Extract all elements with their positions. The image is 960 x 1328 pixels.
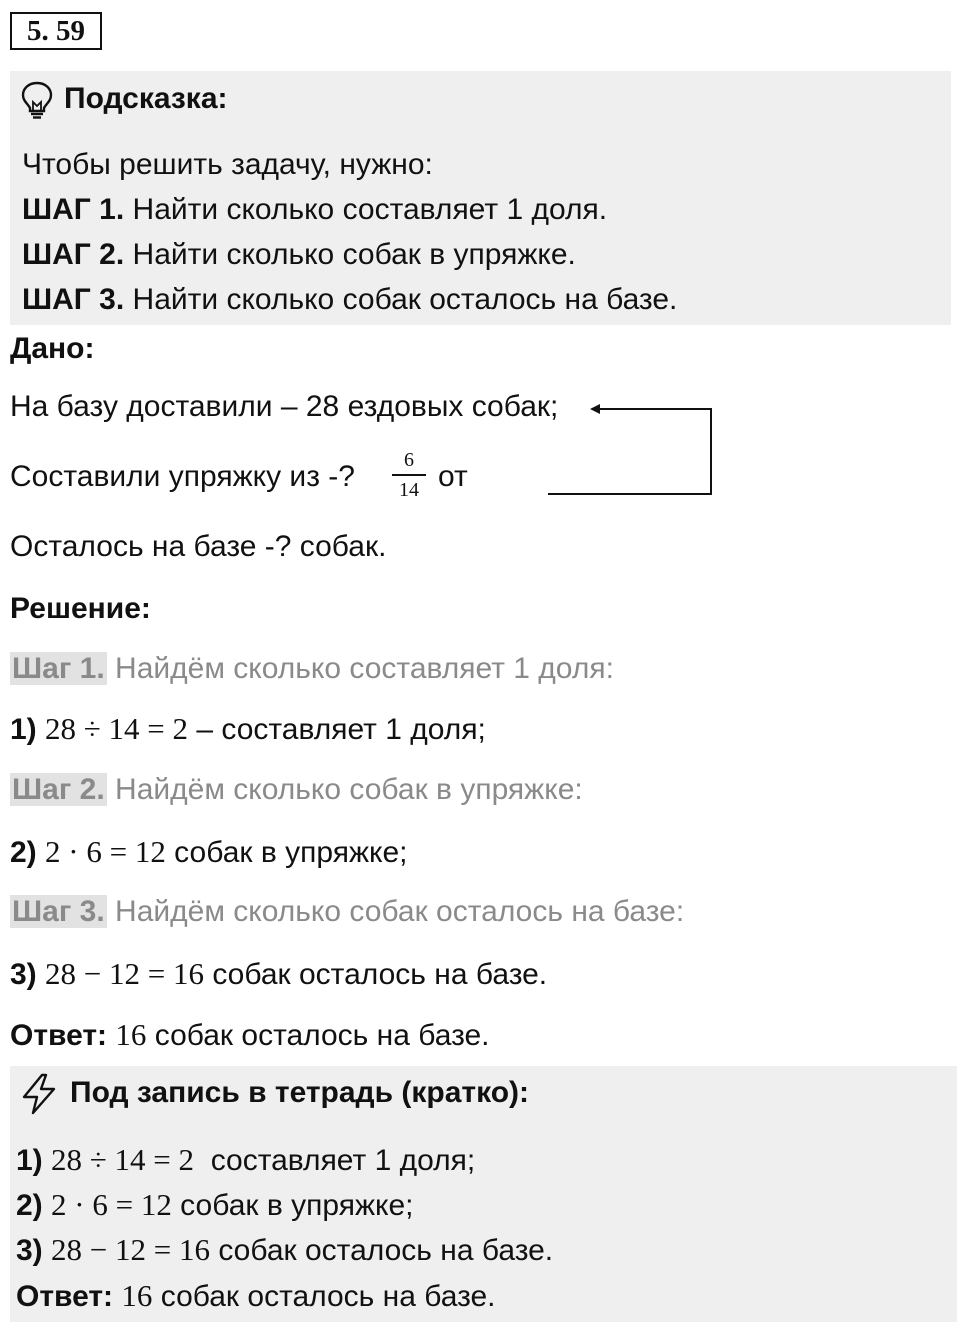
notes-line-2-number: 2) bbox=[16, 1189, 43, 1222]
solution-title: Решение: bbox=[10, 592, 151, 625]
hint-step-3-text: Найти сколько собак осталось на базе. bbox=[132, 283, 678, 316]
step-3-text: Найдём сколько собак осталось на базе: bbox=[115, 895, 685, 928]
solution-eq-1 bbox=[10, 711, 486, 747]
hint-step-1-label: ШАГ 1. bbox=[22, 193, 125, 226]
hint-title: Подсказка: bbox=[64, 82, 228, 115]
given-line-2-suffix: от bbox=[438, 460, 468, 493]
notes-line-3-number: 3) bbox=[16, 1234, 43, 1267]
notes-line-3-text: собак осталось на базе. bbox=[210, 1234, 554, 1267]
notes-line-1 bbox=[16, 1142, 475, 1178]
notes-answer-text: собак осталось на базе. bbox=[152, 1280, 496, 1313]
fraction-denominator: 14 bbox=[399, 479, 419, 501]
given-line-3: Осталось на базе -? собак. bbox=[10, 530, 387, 563]
hint-step-2-text: Найти сколько собак в упряжке. bbox=[132, 238, 576, 271]
eq-3-number: 3) bbox=[10, 958, 37, 991]
notes-title: Под запись в тетрадь (кратко): bbox=[70, 1076, 530, 1109]
step-1-label: Шаг 1. bbox=[12, 652, 105, 685]
notes-line-1-math: 28 ÷ 14 = 2 bbox=[51, 1142, 195, 1177]
hint-step-1-text: Найти сколько составляет 1 доля. bbox=[132, 193, 608, 226]
solution-step-2 bbox=[10, 773, 583, 807]
solution-step-1 bbox=[10, 652, 614, 686]
solution-eq-3 bbox=[10, 956, 547, 992]
notes-line-2-text: собак в упряжке; bbox=[171, 1189, 414, 1222]
eq-1-text: – составляет 1 доля; bbox=[188, 713, 486, 746]
answer-text: собак осталось на базе. bbox=[146, 1019, 490, 1052]
hint-intro: Чтобы решить задачу, нужно: bbox=[22, 148, 433, 181]
eq-2-text: собак в упряжке; bbox=[165, 836, 408, 869]
notes-answer bbox=[16, 1278, 496, 1314]
eq-3-math: 28 − 12 = 16 bbox=[45, 956, 204, 991]
lightning-icon bbox=[18, 1072, 60, 1121]
eq-1-number: 1) bbox=[10, 713, 37, 746]
step-2-label: Шаг 2. bbox=[12, 773, 105, 806]
notes-line-3-math: 28 − 12 = 16 bbox=[51, 1232, 210, 1267]
hint-step-2-label: ШАГ 2. bbox=[22, 238, 125, 271]
notes-line-1-text: составляет 1 доля; bbox=[194, 1144, 476, 1177]
solution-eq-2 bbox=[10, 834, 408, 870]
step-2-text: Найдём сколько собак в упряжке: bbox=[115, 773, 583, 806]
notes-answer-math: 16 bbox=[121, 1278, 153, 1313]
eq-1-math: 28 ÷ 14 = 2 bbox=[45, 711, 189, 746]
notes-line-1-number: 1) bbox=[16, 1144, 43, 1177]
relation-arrow bbox=[0, 0, 960, 560]
eq-3-text: собак осталось на базе. bbox=[204, 958, 548, 991]
notes-line-2-math: 2 · 6 = 12 bbox=[51, 1187, 172, 1222]
notes-line-2 bbox=[16, 1187, 414, 1223]
solution-answer bbox=[10, 1017, 490, 1053]
answer-label: Ответ: bbox=[10, 1019, 108, 1052]
eq-2-number: 2) bbox=[10, 836, 37, 869]
given-line-1: На базу доставили – 28 ездовых собак; bbox=[10, 390, 559, 423]
notes-line-3 bbox=[16, 1232, 553, 1268]
answer-math: 16 bbox=[115, 1017, 147, 1052]
task-number: 5. 59 bbox=[10, 12, 102, 50]
hint-step-3-label: ШАГ 3. bbox=[22, 283, 125, 316]
given-title: Дано: bbox=[10, 332, 95, 365]
notes-answer-label: Ответ: bbox=[16, 1280, 114, 1313]
given-line-2-prefix: Составили упряжку из -? bbox=[10, 460, 355, 493]
solution-step-3 bbox=[10, 895, 684, 929]
step-3-label: Шаг 3. bbox=[12, 895, 105, 928]
eq-2-math: 2 · 6 = 12 bbox=[45, 834, 166, 869]
fraction-numerator: 6 bbox=[404, 449, 414, 471]
step-1-text: Найдём сколько составляет 1 доля: bbox=[115, 652, 614, 685]
